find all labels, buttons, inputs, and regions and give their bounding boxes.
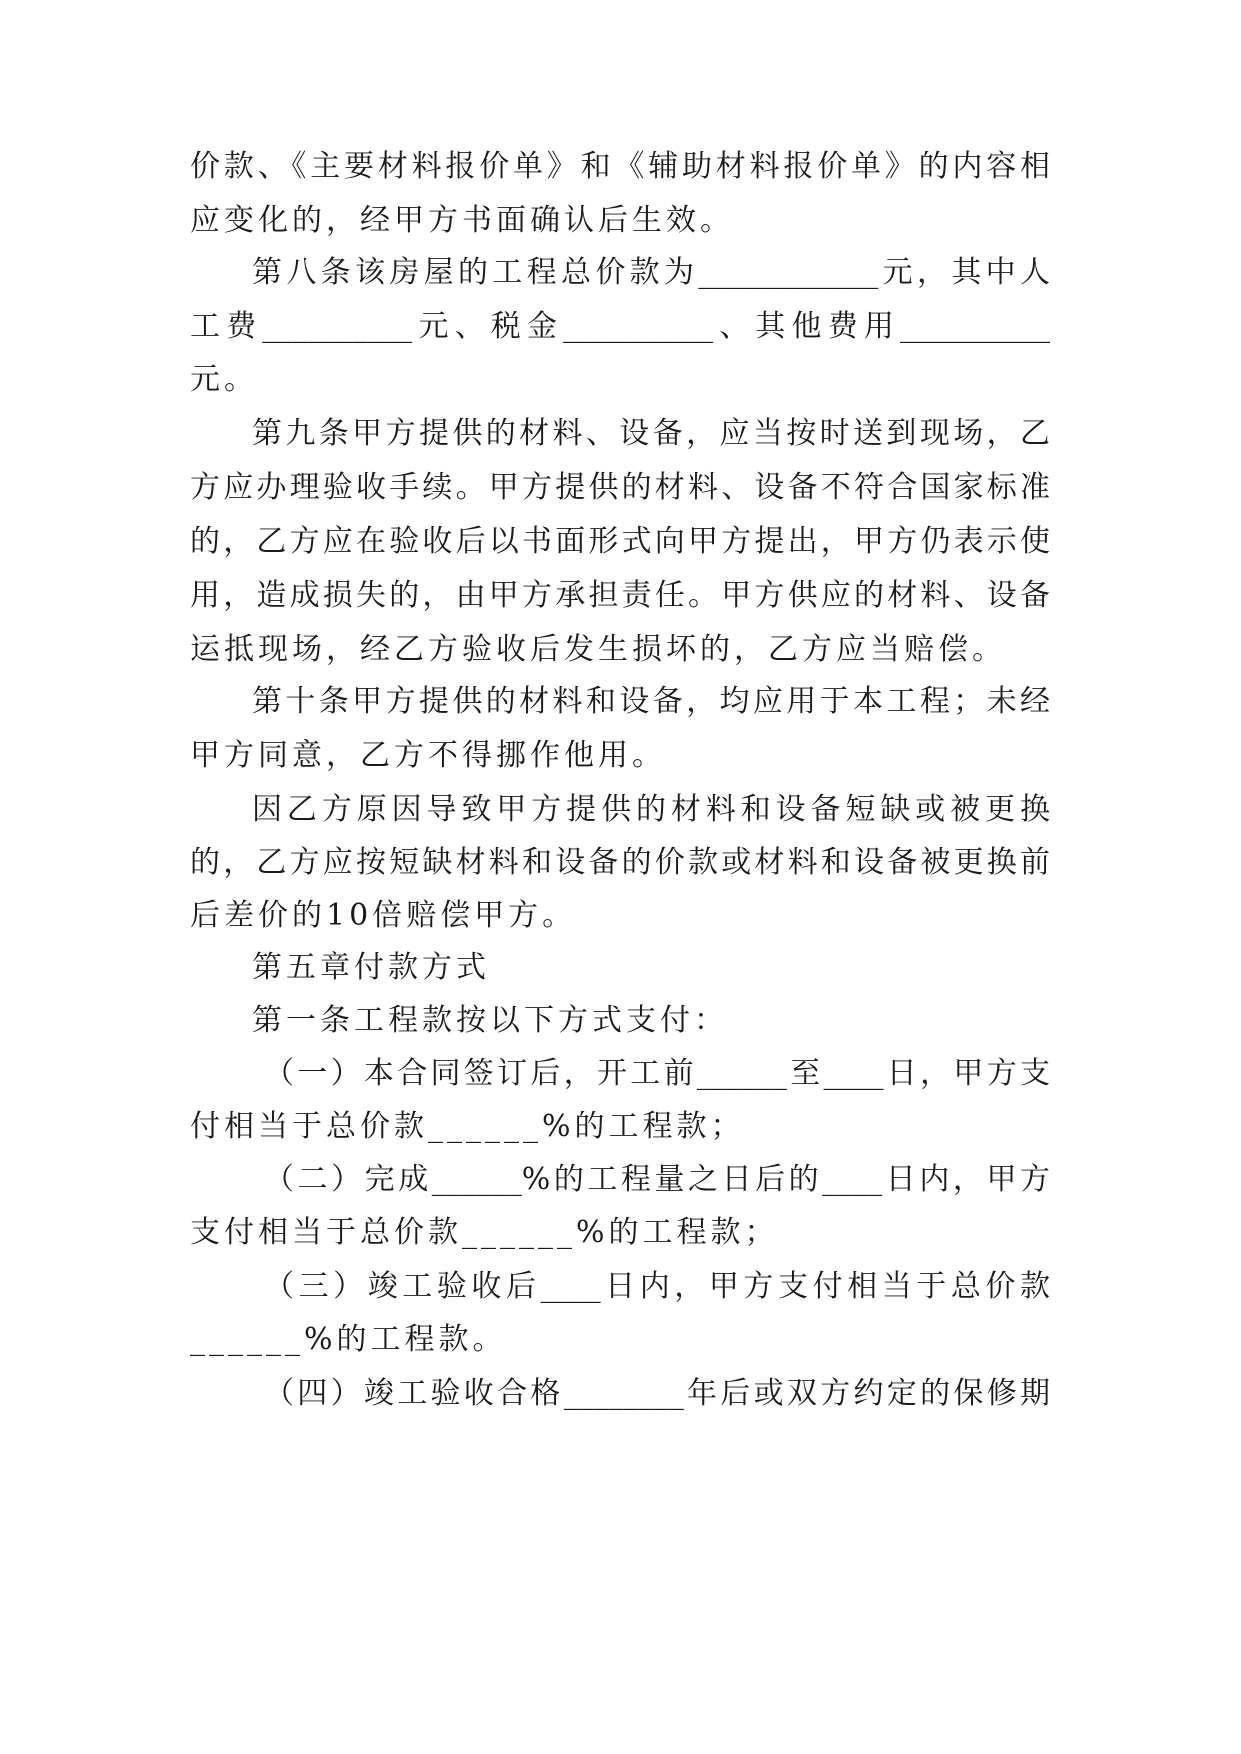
text-line-10: 运抵现场，经乙方验收后发生损坏的，乙方应当赔偿。 bbox=[190, 632, 1006, 667]
text-line-13: 因乙方原因导致甲方提供的材料和设备短缺或被更换 bbox=[252, 792, 1050, 827]
text-line-12: 甲方同意，乙方不得挪作他用。 bbox=[190, 738, 666, 773]
text-line-3: 第八条该房屋的工程总价款为____________元，其中人 bbox=[252, 255, 1050, 290]
text-line-6: 第九条甲方提供的材料、设备，应当按时送到现场，乙 bbox=[252, 416, 1050, 451]
text-line-17: 第一条工程款按以下方式支付： bbox=[252, 1003, 728, 1038]
text-line-14: 的，乙方应按短缺材料和设备的价款或材料和设备被更换前 bbox=[190, 845, 1050, 880]
chapter-heading: 第五章付款方式 bbox=[252, 950, 490, 985]
text-line-7: 方应办理验收手续。甲方提供的材料、设备不符合国家标准 bbox=[190, 470, 1050, 505]
text-line-24: （四）竣工验收合格________年后或双方约定的保修期 bbox=[264, 1376, 1050, 1411]
text-line-23: ______%的工程款。 bbox=[190, 1322, 507, 1357]
text-line-4: 工费__________元、税金__________、其他费用__________ bbox=[190, 309, 1050, 344]
text-line-1: 价款、《主要材料报价单》和《辅助材料报价单》的内容相 bbox=[190, 149, 1050, 184]
text-line-5: 元。 bbox=[190, 362, 258, 397]
text-line-8: 的，乙方应在验收后以书面形式向甲方提出，甲方仍表示使 bbox=[190, 524, 1050, 559]
text-line-21: 支付相当于总价款______%的工程款； bbox=[190, 1215, 779, 1250]
text-line-15: 后差价的10倍赔偿甲方。 bbox=[190, 898, 577, 933]
text-line-2: 应变化的，经甲方书面确认后生效。 bbox=[190, 203, 734, 238]
text-line-19: 付相当于总价款______%的工程款； bbox=[190, 1109, 745, 1144]
text-line-11: 第十条甲方提供的材料和设备，均应用于本工程；未经 bbox=[252, 684, 1050, 719]
text-line-18: （一）本合同签订后，开工前______至____日，甲方支 bbox=[264, 1056, 1050, 1091]
text-line-9: 用，造成损失的，由甲方承担责任。甲方供应的材料、设备 bbox=[190, 578, 1050, 613]
text-line-22: （三）竣工验收后____日内，甲方支付相当于总价款 bbox=[264, 1269, 1050, 1304]
text-line-20: （二）完成______%的工程量之日后的____日内，甲方 bbox=[264, 1162, 1050, 1197]
